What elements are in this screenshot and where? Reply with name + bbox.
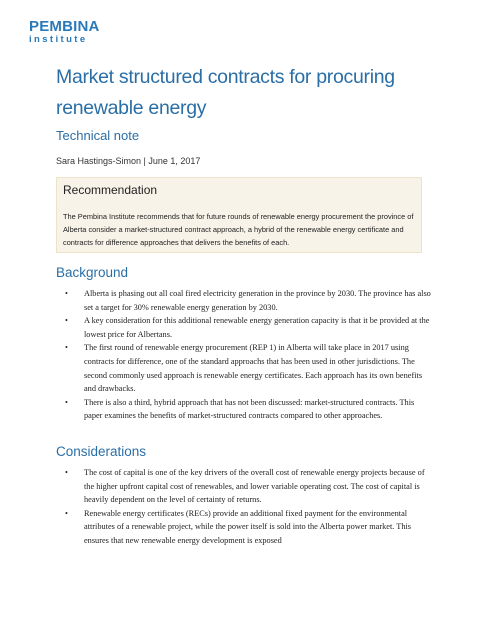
list-item-text: The first round of renewable energy procurement (REP 1) in Alberta will take place in 2017 using contracts for difference, one of the standard approachs that has been used in other jurisdictions. The second commonly used approach is renewable energy certificates. Each approach has its own benefits and drawbacks. (84, 343, 423, 394)
list-item-text: Renewable energy certificates (RECs) provide an additional fixed payment for the environmental attributes of a renewable project, while the power itself is sold into the Alberta power market. This ensures that new renewable energy development is exposed (84, 508, 412, 545)
considerations-list (56, 466, 432, 548)
list-item (56, 466, 432, 507)
bullet-glyph: • (65, 343, 68, 353)
recommendation-heading: Recommendation (63, 183, 158, 197)
background-heading: Background (56, 265, 129, 280)
logo-main-text: PEMBINA (29, 18, 100, 35)
list-item-text: The cost of capital is one of the key drivers of the overall cost of renewable energy projects because of the higher upfront capital cost of renewables, and lower variable operating cost. The cost of capital is heavily dependent on the level of certainty of returns. (84, 468, 425, 505)
list-item-text: There is also a third, hybrid approach that has not been discussed: market-structured contracts. This paper examines the benefits of market-structured contracts compared to other approaches. (84, 397, 415, 421)
list-item-text: Alberta is phasing out all coal fired electricity generation in the province by 2030. The province has also set a target for 30% renewable energy generation by 2030. (84, 289, 431, 312)
list-item (56, 396, 432, 423)
bullet-glyph: • (65, 468, 68, 477)
bullet-glyph: • (65, 508, 68, 518)
considerations-heading: Considerations (56, 444, 147, 459)
document-title: Market structured contracts for procuring renewable energy (56, 66, 395, 119)
background-list (56, 287, 432, 423)
recommendation-text: The Pembina Institute recommends that for future rounds of renewable energy procurement the province of Alberta consider a market-structured contract approach, a hybrid of the renewable energy certificate and contracts for difference approaches that delivers the benefits of each. (63, 212, 414, 247)
list-item (56, 341, 432, 395)
list-item-text: A key consideration for this additional renewable energy generation capacity is that it be provided at the lowest price for Albertans. (84, 316, 430, 339)
list-item (56, 314, 432, 341)
bullet-glyph: • (65, 316, 68, 326)
logo-sub-text: institute (29, 34, 88, 45)
document-subtitle: Technical note (56, 128, 140, 143)
byline: Sara Hastings-Simon | June 1, 2017 (56, 156, 201, 166)
list-item (56, 287, 432, 314)
bullet-glyph: • (65, 397, 68, 407)
bullet-glyph: • (65, 289, 68, 298)
pembina-logo (29, 19, 100, 45)
recommendation-box (56, 177, 422, 253)
list-item (56, 507, 432, 548)
